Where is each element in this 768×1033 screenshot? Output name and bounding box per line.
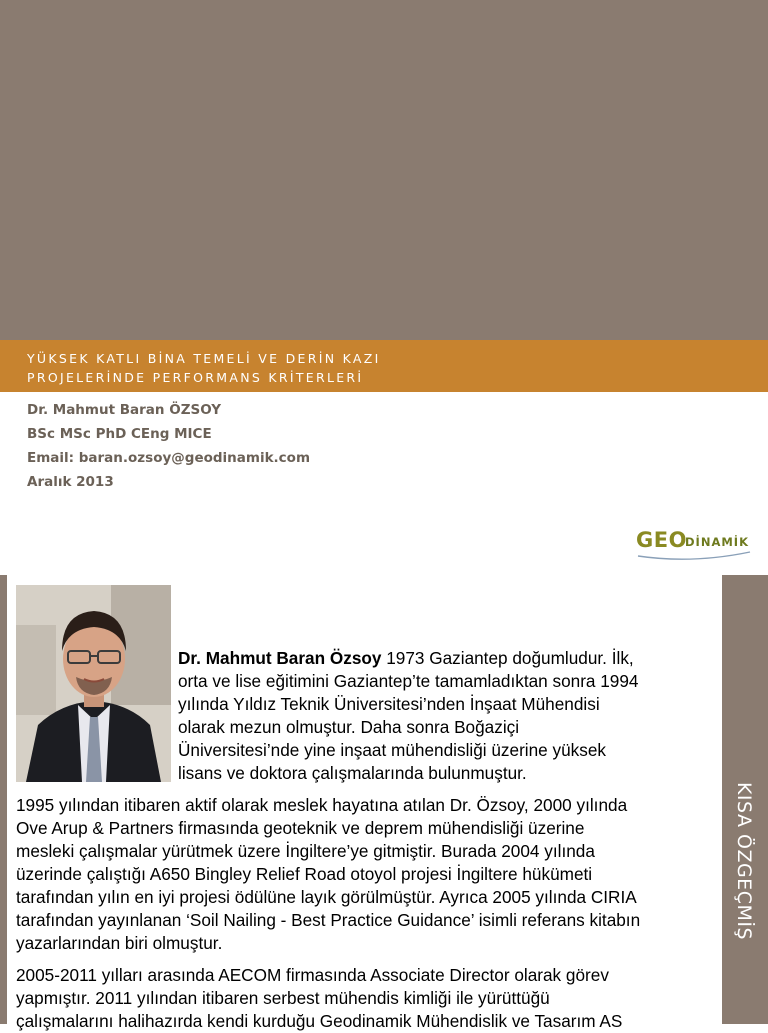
- hero-banner: [0, 0, 768, 340]
- bio-name: Dr. Mahmut Baran Özsoy: [178, 648, 382, 668]
- author-name: Dr. Mahmut Baran ÖZSOY: [27, 402, 221, 418]
- bio-intro: [178, 647, 639, 785]
- title-band: [0, 340, 768, 392]
- bio-intro-line: lisans ve doktora çalışmalarında bulunmuştur.: [178, 763, 527, 783]
- bio-aecom-line: 2005-2011 yılları arasında AECOM firmasında Associate Director olarak görev: [16, 965, 609, 985]
- bio-slide: [0, 575, 768, 1031]
- bio-aecom: [16, 964, 622, 1033]
- bio-intro-line: Üniversitesi’nde yine inşaat mühendisliği üzerine yüksek: [178, 740, 606, 760]
- bio-intro-line: [178, 647, 639, 670]
- bio-aecom-line: yapmıştır. 2011 yılından itibaren serbest mühendis kimliği ile yürüttüğü: [16, 988, 550, 1008]
- bio-career-line: tarafından yayınlanan ‘Soil Nailing - Best Practice Guidance’ isimli referans kitabın: [16, 910, 641, 930]
- portrait-photo: [16, 585, 171, 782]
- bio-career-line: mesleki çalışmalar yürütmek üzere İngiltere’ye gitmiştir. Burada 2004 yılında: [16, 841, 595, 861]
- geodinamik-logo: [632, 524, 756, 564]
- bio-career-line: tarafından yılın en iyi projesi ödülüne layık görülmüştür. Ayrıca 2005 yılında CIRIA: [16, 887, 637, 907]
- title-line-2: PROJELERİNDE PERFORMANS KRİTERLERİ: [27, 370, 364, 385]
- bio-career-line: yazarlarından biri olmuştur.: [16, 933, 223, 953]
- bio-career: [16, 794, 640, 955]
- bio-intro-line-text: 1973 Gaziantep doğumludur. İlk,: [381, 648, 634, 668]
- bio-intro-line: yılında Yıldız Teknik Üniversitesi’nden İnşaat Mühendisi: [178, 694, 600, 714]
- side-label-text: KISA ÖZGEÇMİŞ: [733, 781, 755, 941]
- bio-aecom-line: çalışmalarını halihazırda kendi kurduğu Geodinamik Mühendislik ve Tasarım AS: [16, 1011, 623, 1031]
- title-line-1: YÜKSEK KATLI BİNA TEMELİ VE DERİN KAZI: [27, 351, 381, 366]
- side-label: [726, 771, 762, 951]
- bio-career-line: Ove Arup & Partners firmasında geoteknik ve deprem mühendisliği üzerine: [16, 818, 585, 838]
- presentation-date: Aralık 2013: [27, 474, 114, 490]
- logo-geo-text: GEO: [636, 528, 687, 552]
- left-edge-bar: [0, 575, 7, 1024]
- author-email: Email: baran.ozsoy@geodinamik.com: [27, 450, 311, 466]
- bio-intro-line: orta ve lise eğitimini Gaziantep’te tamamladıktan sonra 1994: [178, 671, 639, 691]
- bio-intro-line: olarak mezun olmuştur. Daha sonra Boğaziçi: [178, 717, 520, 737]
- author-degrees: BSc MSc PhD CEng MICE: [27, 426, 212, 442]
- logo-dinamik-text: DİNAMİK: [685, 535, 749, 549]
- bio-career-line: 1995 yılından itibaren aktif olarak meslek hayatına atılan Dr. Özsoy, 2000 yılında: [16, 795, 628, 815]
- portrait-image: [16, 585, 171, 782]
- bio-career-line: üzerinde çalıştığı A650 Bingley Relief Road otoyol projesi İngiltere hükümeti: [16, 864, 593, 884]
